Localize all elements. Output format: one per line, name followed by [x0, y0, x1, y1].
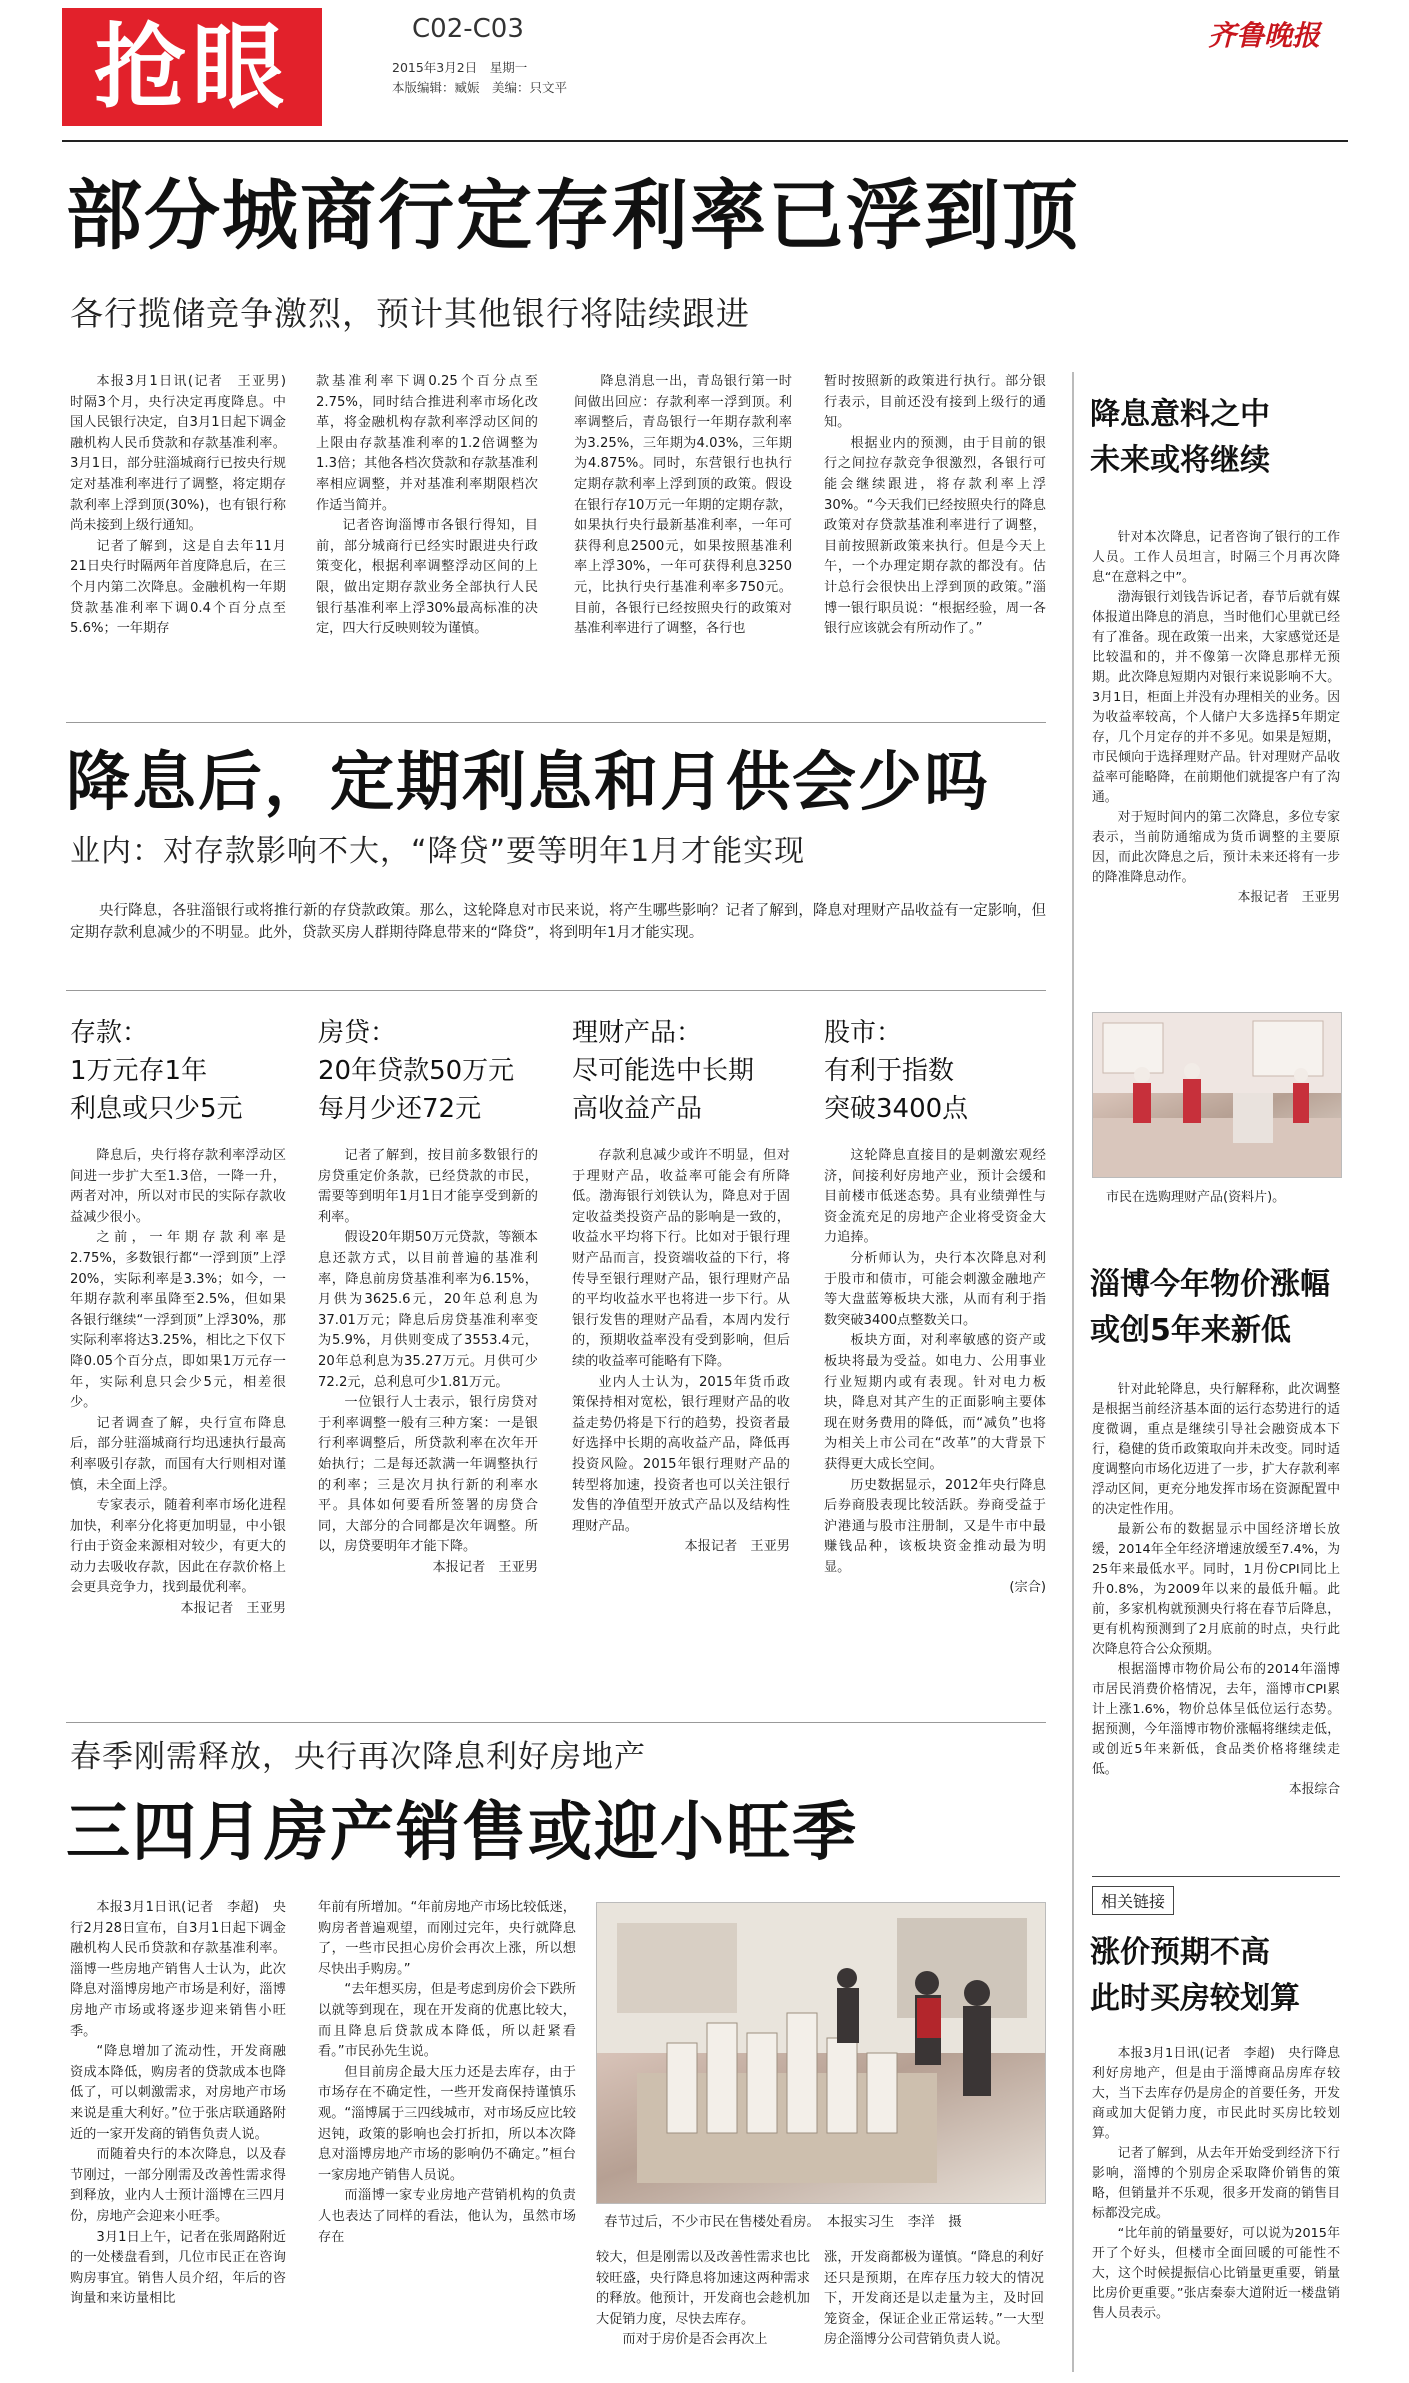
story3-column-1	[70, 1898, 286, 2378]
section-logo: 抢眼	[62, 8, 322, 126]
sidebar-title: 降息意料之中	[1090, 397, 1270, 432]
sidebar-divider	[1072, 372, 1074, 2372]
paragraph: 记者调查了解，央行宣布降息后，部分驻淄城商行均迅速执行最高利率吸引存款，而国有大行则相对谨慎，未全面上浮。	[70, 1415, 286, 1493]
sidebar-story1-title	[1090, 392, 1340, 484]
paragraph: 记者了解到，从去年开始受到经济下行影响，淄博的个别房企采取降价销售的策略，但销量并不乐观，很多开发商的销售目标都没完成。	[1092, 2146, 1340, 2221]
lead-paragraph: 央行降息，各驻淄银行或将推行新的存贷款政策。那么，这轮降息对市民来说，将产生哪些影响？记者了解到，降息对理财产品收益有一定影响，但定期存款利息减少的不明显。此外，贷款买房人群期待降息带来的“降贷”，将到明年1月才能实现。	[70, 903, 1046, 941]
paragraph: 板块方面，对利率敏感的资产或板块将最为受益。如电力、公用事业行业短期内或有表现。针对电力板块，降息对其产生的正面影响主要体现在财务费用的降低，而“减负”也将为相关上市公司在“改革”的大背景下获得更大成长空间。	[824, 1333, 1046, 1472]
sidebar-title: 此时买房较划算	[1090, 1981, 1300, 2016]
section-divider	[66, 722, 1046, 723]
paragraph: 但目前房企最大压力还是去库存，由于市场存在不确定性，一些开发商保持谨慎乐观。“淄博属于三四线城市，对市场反应比较迟钝，政策的影响也会打折扣，所以本次降息对淄博房地产市场的影响仍不确定。”桓台一家房地产销售人员说。	[318, 2064, 576, 2183]
paragraph: 专家表示，随着利率市场化进程加快，利率分化将更加明显，中小银行由于资金来源相对较少，有更大的动力去吸收存款，因此在存款价格上会更具竞争力，找到最优利率。	[70, 1498, 286, 1596]
column-kicker: 房贷：	[318, 1018, 397, 1048]
paragraph: 降息消息一出，青岛银行第一时间做出回应：存款利率一浮到顶。利率调整后，青岛银行一年期存款利率为3.25%，三年期为4.03%，三年期为4.875%。同时，东营银行也执行定期存款利率上浮到顶的政策。假设在银行存10万元一年期的定期存款，如果执行央行最新基准利率，一年可获得利息2500元，如果按照基准利率上浮30%，一年可获得利息3250元，比执行央行基准利率多750元。目前，各银行已经按照央行的政策对基准利率进行了调整，各行也	[574, 374, 792, 637]
paragraph: 最新公布的数据显示中国经济增长放缓，2014年全年经济增速放缓至7.4%，为25年来最低水平。同时，1月份CPI同比上升0.8%，为2009年以来的最低升幅。此前，多家机构就预测央行将在春节后降息，更有机构预测到了2月底前的时点，央行此次降息符合公众预期。	[1092, 1522, 1340, 1657]
column-title: 高收益产品	[572, 1094, 703, 1124]
story3-headline: 三四月房产销售或迎小旺季	[66, 1796, 858, 1870]
byline: 本报记者 王亚男	[684, 1539, 790, 1555]
story1-column-1	[70, 372, 300, 702]
story2-stock-body	[824, 1146, 1046, 1686]
paragraph: 根据淄博市物价局公布的2014年淄博市居民消费价格情况，去年，淄博市CPI累计上涨1.6%，物价总体呈低位运行态势。据预测，今年淄博市物价涨幅将继续走低，或创近5年来新低，食品类价格将继续走低。	[1092, 1662, 1340, 1777]
paragraph: 涨，开发商都极为谨慎。“降息的利好还只是预期，在库存压力较大的情况下，开发商还是以走量为主，及时回笼资金，保证企业正常运转。”一大型房企淄博分公司营销负责人说。	[824, 2250, 1044, 2348]
story2-wealth-body	[572, 1146, 790, 1686]
column-title: 有利于指数	[824, 1056, 955, 1086]
paragraph: 款基准利率下调0.25个百分点至2.75%，同时结合推进利率市场化改革，将金融机构存款利率浮动区间的上限由存款基准利率的1.2倍调整为1.3倍；其他各档次贷款和存款基准利率相应调整，并对基准利率期限档次作适当简并。	[316, 374, 538, 513]
newspaper-logo: 齐鲁晚报	[1208, 19, 1321, 52]
paragraph: 本报3月1日讯(记者 王亚男) 时隔3个月，央行决定再度降息。中国人民银行决定，自3月1日起下调金融机构人民币贷款和存款基准利率。3月1日，部分驻淄城商行已按央行规定对基准利率进行了调整，将定期存款利率上浮到顶(30%)，也有银行称尚未接到上级行通知。	[70, 374, 300, 534]
column-title: 利息或只少5元	[70, 1094, 243, 1124]
story2-headline: 降息后，定期利息和月供会少吗	[66, 746, 990, 820]
story2-subhead: 业内：对存款影响不大，“降贷”要等明年1月才能实现	[70, 834, 806, 869]
story2-lead	[70, 900, 1046, 966]
story2-mortgage-head	[318, 1014, 538, 1128]
sidebar-title: 涨价预期不高	[1090, 1935, 1270, 1970]
story1-column-3	[574, 372, 792, 702]
showroom-photo-caption: 春节过后，不少市民在售楼处看房。 本报实习生 李洋 摄	[604, 2214, 962, 2230]
paragraph: 而对于房价是否会再次上	[622, 2332, 768, 2348]
story2-wealth-head	[572, 1014, 792, 1128]
related-divider	[1092, 1876, 1340, 1877]
column-kicker: 存款：	[70, 1018, 149, 1048]
paragraph: 记者咨询淄博市各银行得知，目前，部分城商行已经实时跟进央行政策变化，根据利率调整浮动区间的上限，做出定期存款业务全部执行人民银行基准利率上浮30%最高标准的决定，四大行反映则较为谨慎。	[316, 518, 538, 637]
sidebar-story2-title	[1090, 1262, 1340, 1354]
paragraph: 而淄博一家专业房地产营销机构的负责人也表达了同样的看法，他认为，虽然市场存在	[318, 2188, 576, 2245]
showroom-photo	[596, 1902, 1046, 2204]
paragraph: 针对本次降息，记者咨询了银行的工作人员。工作人员坦言，时隔三个月再次降息“在意料之中”。	[1092, 530, 1340, 585]
page-number: C02-C03	[412, 14, 524, 44]
story2-mortgage-body	[318, 1146, 538, 1686]
paragraph: 3月1日上午，记者在张周路附近的一处楼盘看到，几位市民正在咨询购房事宜。销售人员介绍，年后的咨询量和来访量相比	[70, 2229, 286, 2307]
story1-subhead: 各行揽储竞争激烈，预计其他银行将陆续跟进	[70, 294, 750, 333]
paragraph: 而随着央行的本次降息，以及春节刚过，一部分刚需及改善性需求得到释放，业内人士预计淄博在三四月份，房地产会迎来小旺季。	[70, 2147, 286, 2224]
story2-deposit-head	[70, 1014, 290, 1128]
byline: (宗合)	[1009, 1580, 1046, 1596]
masthead-rule	[62, 140, 1348, 142]
bank-hall-photo-illustration	[1093, 1013, 1341, 1177]
paragraph: 这轮降息直接目的是刺激宏观经济，间接利好房地产业，预计会缓和目前楼市低迷态势。具有业绩弹性与资金流充足的房地产企业将受资金大力追捧。	[824, 1148, 1046, 1246]
paragraph: 假设20年期50万元贷款，等额本息还款方式，以目前普遍的基准利率，降息前房贷基准利率为6.15%，月供为3625.6元，20年总利息为37.01万元；降息后房贷基准利率变为5.9%，月供则变成了3553.4元，20年总利息为35.27万元。月供可少72.2元，总利息可少1.81万元。	[318, 1230, 538, 1390]
issue-meta	[392, 58, 567, 98]
related-link-tag: 相关链接	[1092, 1886, 1174, 1915]
paragraph: 降息后，央行将存款利率浮动区间进一步扩大至1.3倍，一降一升，两者对冲，所以对市民的实际存款收益减少很小。	[70, 1148, 286, 1225]
sidebar-title: 淄博今年物价涨幅	[1090, 1267, 1330, 1302]
paragraph: 针对此轮降息，央行解释称，此次调整是根据当前经济基本面的运行态势进行的适度微调，重点是继续引导社会融资成本下行，稳健的货币政策取向并未改变。同时适度调整向市场化迈进了一步，扩大存款利率浮动区间，更充分地发挥市场在资源配置中的决定性作用。	[1092, 1382, 1340, 1517]
paragraph: “降息增加了流动性，开发商融资成本降低，购房者的贷款成本也降低了，可以刺激需求，对房地产市场来说是重大利好。”位于张店联通路附近的一家开发商的销售负责人说。	[70, 2044, 286, 2142]
sidebar-title: 或创5年来新低	[1090, 1313, 1291, 1348]
paragraph: “去年想买房，但是考虑到房价会下跌所以就等到现在，现在开发商的优惠比较大，而且降息后贷款成本降低，所以赶紧看看。”市民孙先生说。	[318, 1982, 576, 2060]
section-divider	[66, 990, 1046, 991]
sidebar-title: 未来或将继续	[1090, 443, 1270, 478]
column-kicker: 股市：	[824, 1018, 903, 1048]
column-kicker: 理财产品：	[572, 1018, 703, 1048]
sidebar-story2-body	[1092, 1380, 1340, 1860]
sidebar-story3-body	[1092, 2044, 1340, 2378]
paragraph: 根据业内的预测，由于目前的银行之间拉存款竞争很激烈，各银行可能会继续跟进，将存款利率上浮30%。“今天我们已经按照央行的降息政策对存贷款基准利率进行了调整，目前按照新政策来执行。但是今天上午，一个办理定期存款的都没有。估计总行会很快出上浮到顶的政策。”淄博一银行职员说：“根据经验，周一各银行应该就会有所动作了。”	[824, 435, 1046, 637]
paragraph: 一位银行人士表示，银行房贷对于利率调整一般有三种方案：一是银行利率调整后，所贷款利率在次年开始执行；二是每还款满一年调整执行的利率；三是次月执行新的利率水平。具体如何要看所签署的房贷合同，大部分的合同都是次年调整。所以，房贷要明年才能下降。	[318, 1395, 538, 1555]
paragraph: 年前有所增加。“年前房地产市场比较低迷，购房者普遍观望，而刚过完年，央行就降息了，一些市民担心房价会再次上涨，所以想尽快出手购房。”	[318, 1900, 576, 1977]
story1-column-2	[316, 372, 538, 702]
issue-date: 2015年3月2日 星期一	[392, 60, 528, 75]
story2-deposit-body	[70, 1146, 286, 1686]
paragraph: 较大，但是刚需以及改善性需求也比较旺盛，央行降息将加速这两种需求的释放。他预计，开发商也会趁机加大促销力度，尽快去库存。	[596, 2250, 810, 2327]
paragraph: 存款利息减少或许不明显，但对于理财产品，收益率可能会有所降低。渤海银行刘铁认为，降息对于固定收益类投资产品的影响是一致的，收益水平均将下行。比如对于银行理财产品而言，投资端收益的下行，将传导至银行理财产品，银行理财产品的平均收益水平也将进一步下行。从银行发售的理财产品看，本周内发行的，预期收益率没有受到影响，但后续的收益率可能略有下降。	[572, 1148, 790, 1369]
paragraph: 本报3月1日讯(记者 李超) 央行降息利好房地产，但是由于淄博商品房库存较大，当下去库存仍是房企的首要任务，开发商或加大促销力度，市民此时买房比较划算。	[1092, 2046, 1340, 2141]
paragraph: 记者了解到，按目前多数银行的房贷重定价条款，已经贷款的市民，需要等到明年1月1日才能享受到新的利率。	[318, 1148, 538, 1225]
byline: 本报综合	[1288, 1782, 1340, 1797]
paragraph: 本报3月1日讯(记者 李超) 央行2月28日宣布，自3月1日起下调金融机构人民币贷款和存款基准利率。淄博一些房地产销售人士认为，此次降息对淄博房地产市场是利好，淄博房地产市场或将逐步迎来销售小旺季。	[70, 1900, 286, 2039]
story3-kicker: 春季刚需释放，央行再次降息利好房地产	[70, 1739, 646, 1775]
paragraph: 暂时按照新的政策进行执行。部分银行表示，目前还没有接到上级行的通知。	[824, 374, 1046, 431]
sidebar-story1-body	[1092, 528, 1340, 998]
paragraph: 业内人士认为，2015年货币政策保持相对宽松，银行理财产品的收益走势仍将是下行的趋势，投资者最好选择中长期的高收益产品，降低再投资风险。2015年银行理财产品的转型将加速，投资者也可以关注银行发售的净值型开放式产品以及结构性理财产品。	[572, 1374, 790, 1534]
byline: 本报记者 王亚男	[432, 1559, 538, 1575]
paragraph: “比年前的销量要好，可以说为2015年开了个好头，但楼市全面回暖的可能性不大，这个时候提振信心比销量更重要，销量比房价更重要。”张店秦泰大道附近一楼盘销售人员表示。	[1092, 2226, 1340, 2321]
paragraph: 历史数据显示，2012年央行降息后券商股表现比较活跃。券商受益于沪港通与股市注册制，又是牛市中最赚钱品种，该板块资金推动最为明显。	[824, 1477, 1046, 1575]
byline: 本报记者 王亚男	[1237, 890, 1340, 905]
story2-stock-head	[824, 1014, 1044, 1128]
editor-credit: 本版编辑：臧娠 美编：只文平	[392, 80, 568, 95]
paragraph: 分析师认为，央行本次降息对利于股市和债市，可能会刺激金融地产等大盘蓝筹板块大涨，从而有利于指数突破3400点整数关口。	[824, 1250, 1046, 1328]
column-title: 尽可能选中长期	[572, 1056, 755, 1086]
column-title: 突破3400点	[824, 1094, 969, 1124]
sidebar-story3-title	[1090, 1930, 1340, 2022]
paragraph: 记者了解到，这是自去年11月21日央行时隔两年首度降息后，在三个月内第二次降息。金融机构一年期贷款基准利率下调0.4个百分点至5.6%；一年期存	[70, 538, 286, 637]
story1-column-4	[824, 372, 1046, 702]
column-title: 每月少还72元	[318, 1094, 482, 1124]
column-title: 20年贷款50万元	[318, 1056, 515, 1086]
bank-hall-photo	[1092, 1012, 1342, 1178]
paragraph: 之前，一年期存款利率是2.75%，多数银行都“一浮到顶”上浮20%，实际利率是3.3%；如今，一年期存款利率虽降至2.5%，但如果各银行继续“一浮到顶”上浮30%，那实际利率将达3.25%，相比之下仅下降0.05个百分点，即如果1万元存一年，实际利息只会少5元，相差很少。	[70, 1230, 286, 1411]
paragraph: 渤海银行刘钱告诉记者，春节后就有媒体报道出降息的消息，当时他们心里就已经有了准备。现在政策一出来，大家感觉还是比较温和的，并不像第一次降息那样无预期。此次降息短期内对银行来说影响不大。3月1日，柜面上并没有办理相关的业务。因为收益率较高，个人储户大多选择5年期定存，几个月定存的并不多见。如果是短期，市民倾向于选择理财产品。针对理财产品收益率可能略降，在前期他们就提客户有了沟通。	[1092, 590, 1340, 805]
bank-hall-photo-caption: 市民在选购理财产品(资料片)。	[1106, 1190, 1286, 1205]
showroom-photo-illustration	[597, 1903, 1045, 2203]
byline: 本报记者 王亚男	[180, 1601, 286, 1617]
story1-headline: 部分城商行定存利率已浮到顶	[66, 171, 1080, 260]
story3-column-4	[824, 2248, 1044, 2378]
section-divider	[66, 1722, 1046, 1723]
paragraph: 对于短时间内的第二次降息，多位专家表示，当前防通缩成为货币调整的主要原因，而此次降息之后，预计未来还将有一步的降准降息动作。	[1092, 810, 1340, 885]
story3-column-2	[318, 1898, 576, 2378]
story3-column-3	[596, 2248, 810, 2378]
column-title: 1万元存1年	[70, 1056, 208, 1086]
